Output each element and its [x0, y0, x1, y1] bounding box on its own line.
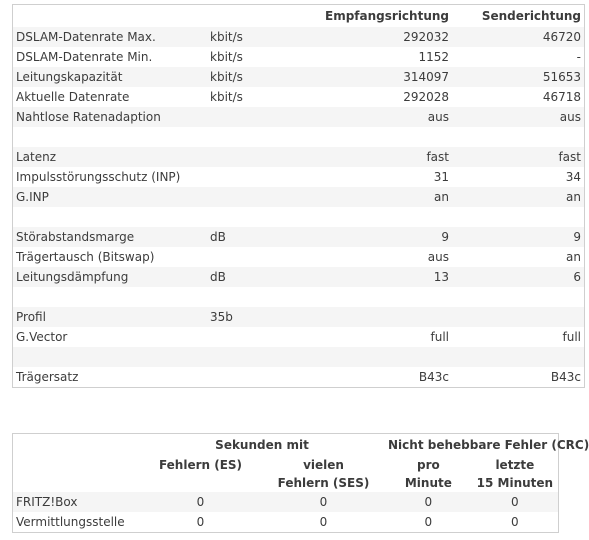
row-send-value: fast: [452, 147, 585, 167]
crc-per-minute-value: 0: [385, 492, 472, 512]
row-receive-value: [301, 307, 452, 327]
subheader-empty: [13, 456, 140, 474]
row-receive-value: [301, 207, 452, 227]
row-unit: kbit/s: [207, 47, 301, 67]
stats-row: [13, 47, 585, 67]
row-send-value: 46718: [452, 87, 585, 107]
row-receive-value: fast: [301, 147, 452, 167]
row-receive-value: 314097: [301, 67, 452, 87]
row-unit: kbit/s: [207, 87, 301, 107]
stats-row: [13, 107, 585, 127]
stats-row: [13, 87, 585, 107]
row-label: Profil: [13, 307, 208, 327]
stats-row: [13, 327, 585, 347]
crc-last15-value: 0: [472, 492, 559, 512]
error-row: [13, 492, 559, 512]
col-es-header-line2-empty: [139, 474, 262, 492]
row-receive-value: an: [301, 187, 452, 207]
row-send-value: [452, 127, 585, 147]
row-label: G.INP: [13, 187, 208, 207]
row-label: Impulsstörungsschutz (INP): [13, 167, 208, 187]
row-label: DSLAM-Datenrate Max.: [13, 27, 208, 47]
row-send-value: [452, 287, 585, 307]
row-send-value: 34: [452, 167, 585, 187]
stats-row: [13, 127, 585, 147]
row-label: Trägertausch (Bitswap): [13, 247, 208, 267]
stats-row: [13, 347, 585, 367]
stats-row: [13, 287, 585, 307]
stats-row: [13, 267, 585, 287]
stats-row: [13, 207, 585, 227]
col-es-header: Fehlern (ES): [158, 458, 243, 472]
error-group-empty: [13, 434, 140, 457]
error-body: [13, 492, 559, 532]
row-label: Störabstandsmarge: [13, 227, 208, 247]
row-unit: [207, 287, 301, 307]
row-send-value: 46720: [452, 27, 585, 47]
header-label-empty: [13, 5, 208, 28]
stats-row: [13, 367, 585, 387]
row-send-value: an: [452, 187, 585, 207]
row-receive-value: [301, 287, 452, 307]
error-subheader-row-1: [13, 456, 559, 474]
stats-row: [13, 307, 585, 327]
row-label: G.Vector: [13, 327, 208, 347]
row-unit: [207, 127, 301, 147]
stats-header-row: [13, 5, 585, 28]
stats-row: [13, 27, 585, 47]
row-unit: [207, 207, 301, 227]
col-last15-header-line1: letzte: [495, 458, 535, 472]
stats-row: [13, 147, 585, 167]
group-crc-header: Nicht behebbare Fehler (CRC): [388, 438, 589, 452]
row-label: [13, 347, 208, 367]
row-unit: [207, 327, 301, 347]
row-unit: [207, 347, 301, 367]
row-label: Leitungsdämpfung: [13, 267, 208, 287]
row-receive-value: 1152: [301, 47, 452, 67]
row-send-value: B43c: [452, 367, 585, 387]
row-unit: [207, 147, 301, 167]
error-counter-table: [12, 433, 589, 533]
row-send-value: -: [452, 47, 585, 67]
row-send-value: 51653: [452, 67, 585, 87]
error-row: [13, 512, 559, 532]
row-receive-value: 13: [301, 267, 452, 287]
stats-row: [13, 247, 585, 267]
ses-value: 0: [262, 492, 385, 512]
dsl-statistics-table: [12, 4, 585, 388]
ses-value: 0: [262, 512, 385, 532]
row-receive-value: 31: [301, 167, 452, 187]
row-send-value: [452, 307, 585, 327]
row-unit: 35b: [207, 307, 301, 327]
row-label: Aktuelle Datenrate: [13, 87, 208, 107]
header-unit-empty: [207, 5, 301, 28]
error-row-label: Vermittlungsstelle: [13, 512, 140, 532]
row-send-value: 6: [452, 267, 585, 287]
row-send-value: 9: [452, 227, 585, 247]
row-receive-value: aus: [301, 107, 452, 127]
crc-per-minute-value: 0: [385, 512, 472, 532]
error-subheader-row-2: [13, 474, 559, 492]
stats-row: [13, 167, 585, 187]
col-last15-header-line2: 15 Minuten: [476, 476, 554, 490]
row-unit: dB: [207, 267, 301, 287]
row-receive-value: [301, 347, 452, 367]
row-label: [13, 127, 208, 147]
row-send-value: an: [452, 247, 585, 267]
row-receive-value: aus: [301, 247, 452, 267]
row-label: DSLAM-Datenrate Min.: [13, 47, 208, 67]
col-per-minute-header-line2: Minute: [404, 476, 452, 490]
row-label: Nahtlose Ratenadaption: [13, 107, 208, 127]
header-receive: Empfangsrichtung: [325, 9, 449, 23]
crc-last15-value: 0: [472, 512, 559, 532]
error-group-header-row: [13, 434, 559, 457]
row-send-value: [452, 347, 585, 367]
row-receive-value: B43c: [301, 367, 452, 387]
row-unit: [207, 107, 301, 127]
row-unit: [207, 367, 301, 387]
stats-row: [13, 227, 585, 247]
row-label: [13, 287, 208, 307]
row-label: Latenz: [13, 147, 208, 167]
row-receive-value: 292028: [301, 87, 452, 107]
group-seconds-header: Sekunden mit: [215, 438, 309, 452]
row-unit: [207, 167, 301, 187]
col-per-minute-header-line1: pro: [416, 458, 440, 472]
row-unit: kbit/s: [207, 27, 301, 47]
es-value: 0: [139, 512, 262, 532]
row-send-value: full: [452, 327, 585, 347]
stats-row: [13, 187, 585, 207]
row-label: [13, 207, 208, 227]
col-ses-header-line1: vielen: [303, 458, 344, 472]
row-unit: dB: [207, 227, 301, 247]
row-send-value: [452, 207, 585, 227]
row-label: Leitungskapazität: [13, 67, 208, 87]
row-unit: kbit/s: [207, 67, 301, 87]
row-receive-value: 292032: [301, 27, 452, 47]
stats-row: [13, 67, 585, 87]
row-unit: [207, 247, 301, 267]
row-receive-value: full: [301, 327, 452, 347]
header-send: Senderichtung: [481, 9, 581, 23]
es-value: 0: [139, 492, 262, 512]
row-label: Trägersatz: [13, 367, 208, 387]
col-ses-header-line2: Fehlern (SES): [277, 476, 370, 490]
row-unit: [207, 187, 301, 207]
error-row-label: FRITZ!Box: [13, 492, 140, 512]
row-receive-value: 9: [301, 227, 452, 247]
subheader2-empty: [13, 474, 140, 492]
stats-body: [13, 27, 585, 387]
row-send-value: aus: [452, 107, 585, 127]
row-receive-value: [301, 127, 452, 147]
